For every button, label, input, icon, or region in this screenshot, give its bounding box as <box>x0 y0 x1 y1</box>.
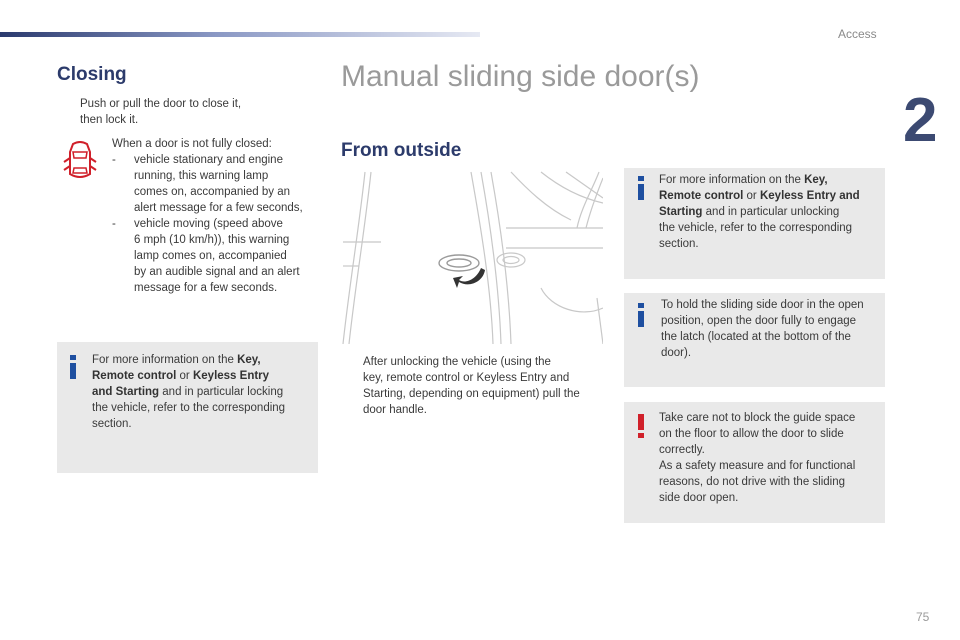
ri2-l2: position, open the door fully to engage <box>661 315 857 327</box>
ri1-pre: For more information on the <box>659 174 805 186</box>
warning-intro: When a door is not fully closed: <box>112 138 272 150</box>
rw-l3: correctly. <box>659 444 705 456</box>
info-post2: the vehicle, refer to the corresponding <box>92 402 286 414</box>
ri2-l1: To hold the sliding side door in the open <box>661 299 864 311</box>
warning-item1-l1: vehicle stationary and engine <box>134 154 283 166</box>
ri1-post3: section. <box>659 238 699 250</box>
outside-line4: door handle. <box>363 404 427 416</box>
ri1-key3: Keyless Entry and <box>759 190 860 202</box>
right-info-box-2 <box>624 293 885 387</box>
info-post1: and in particular locking <box>159 386 284 398</box>
rw-l4: As a safety measure and for functional <box>659 460 856 472</box>
header-gradient-bar <box>0 32 480 37</box>
rw-l5: reasons, do not drive with the sliding <box>659 476 846 488</box>
warning-item1-l4: alert message for a few seconds, <box>134 202 303 214</box>
ri1-key2: Remote control <box>659 190 744 202</box>
rw-l1: Take care not to block the guide space <box>659 412 856 424</box>
info-key3: Keyless Entry <box>192 370 270 382</box>
info-icon <box>68 355 78 379</box>
info-post3: section. <box>92 418 132 430</box>
info-key4: and Starting <box>92 386 160 398</box>
closing-title: Closing <box>57 64 127 85</box>
ri1-key1: Key, <box>804 174 828 186</box>
closing-instruction-line1: Push or pull the door to close it, <box>80 98 242 110</box>
warning-item2-l4: by an audible signal and an alert <box>134 266 300 278</box>
right-info-box-1 <box>624 168 885 279</box>
ri1-post2: the vehicle, refer to the corresponding <box>659 222 853 234</box>
warning-item1-l3: comes on, accompanied by an <box>134 186 290 198</box>
ri1-or: or <box>743 190 760 202</box>
door-open-warning-icon <box>62 140 98 187</box>
closing-instruction <box>58 96 288 128</box>
info-key2: Remote control <box>92 370 177 382</box>
door-warning-text <box>112 136 324 296</box>
page-number: 75 <box>916 610 930 624</box>
info-icon <box>636 176 646 200</box>
outside-line1: After unlocking the vehicle (using the <box>363 356 551 368</box>
section-label: Access <box>838 27 877 41</box>
warning-item2-l3: lamp comes on, accompanied <box>134 250 287 262</box>
warning-item2-l1: vehicle moving (speed above <box>134 218 283 230</box>
ri2-l4: door). <box>661 347 692 359</box>
warning-item1-l2: running, this warning lamp <box>134 170 269 182</box>
page-title: Manual sliding side door(s) <box>341 60 700 93</box>
outside-line2: key, remote control or Keyless Entry and <box>363 372 570 384</box>
ri2-l3: the latch (located at the bottom of the <box>661 331 851 343</box>
outside-instruction <box>341 354 606 418</box>
ri1-key4: Starting <box>659 206 703 218</box>
chapter-number: 2 <box>903 86 938 155</box>
ri1-post1: and in particular unlocking <box>702 206 840 218</box>
warning-item2-l5: message for a few seconds. <box>134 282 278 294</box>
from-outside-title: From outside <box>341 140 462 161</box>
outside-line3: Starting, depending on equipment) pull the <box>363 388 580 400</box>
warning-item2-l2: 6 mph (10 km/h)), this warning <box>134 234 290 246</box>
info-pre: For more information on the <box>92 354 238 366</box>
sliding-door-illustration <box>341 168 603 344</box>
rw-l6: side door open. <box>659 492 739 504</box>
rw-l2: on the floor to allow the door to slide <box>659 428 844 440</box>
right-warning-box <box>624 402 885 523</box>
info-key1: Key, <box>237 354 261 366</box>
closing-info-box <box>57 342 318 473</box>
info-or: or <box>176 370 193 382</box>
warning-icon <box>636 414 646 438</box>
dash-1: - <box>112 154 116 166</box>
info-icon <box>636 303 646 327</box>
dash-2: - <box>112 218 116 230</box>
closing-instruction-line2: then lock it. <box>80 114 139 126</box>
